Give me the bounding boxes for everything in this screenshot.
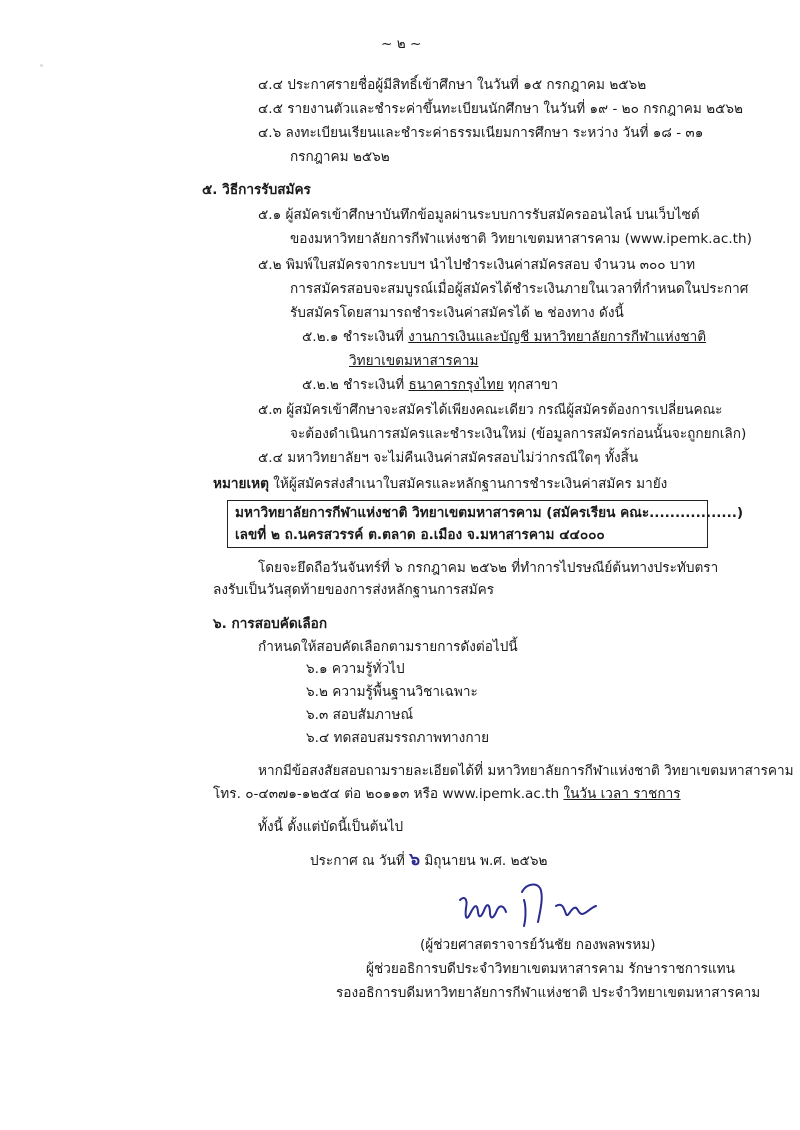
contact-line-2: [213, 784, 681, 804]
note-text: ให้ผู้สมัครส่งสำเนาใบสมัครและหลักฐานการชำระเงินค่าสมัคร มายัง: [273, 476, 668, 492]
bank-name: ธนาคารกรุงไทย: [408, 377, 504, 393]
item-5-2-1-cont: วิทยาเขตมหาสารคาม: [349, 353, 479, 369]
address-line-1: มหาวิทยาลัยการกีฬาแห่งชาติ วิทยาเขตมหาสารคาม (สมัครเรียน คณะ.................): [235, 505, 744, 521]
address-box: [227, 500, 744, 548]
announce-suffix: มิถุนายน พ.ศ. ๒๕๖๒: [424, 853, 548, 869]
office-hours: ในวัน เวลา ราชการ: [563, 786, 681, 802]
item-5-4: ๕.๔ มหาวิทยาลัยฯ จะไม่คืนเงินค่าสมัครสอบไม่ว่ากรณีใดๆ ทั้งสิ้น: [258, 450, 639, 466]
item-5-2-1-prefix: ๕.๒.๑ ชำระเงินที่: [302, 329, 404, 345]
item-6-1: ๖.๑ ความรู้ทั่วไป: [306, 661, 405, 677]
note: [213, 474, 667, 494]
section-6-title: ๖. การสอบคัดเลือก: [213, 616, 328, 632]
item-5-2-2: [302, 375, 558, 395]
item-5-1-cont: ของมหาวิทยาลัยการกีฬาแห่งชาติ วิทยาเขตมหาสารคาม (www.ipemk.ac.th): [290, 231, 752, 247]
item-5-2-cont2: รับสมัครโดยสามารถชำระเงินค่าสมัครได้ ๒ ช่องทาง ดังนี้: [290, 305, 624, 321]
contact-phone-web: โทร. ๐-๔๓๗๑-๑๒๕๔ ต่อ ๒๐๑๑๓ หรือ www.ipemk.ac.th: [213, 786, 560, 802]
signer-title-2: รองอธิการบดีมหาวิทยาลัยการกีฬาแห่งชาติ ประจำวิทยาเขตมหาสารคาม: [336, 985, 761, 1001]
item-6-3: ๖.๓ สอบสัมภาษณ์: [306, 707, 414, 723]
item-6-2: ๖.๒ ความรู้พื้นฐานวิชาเฉพาะ: [306, 684, 478, 700]
item-5-2-cont1: การสมัครสอบจะสมบูรณ์เมื่อผู้สมัครได้ชำระเงินภายในเวลาที่กำหนดในประกาศ: [290, 281, 749, 297]
item-4-6-cont: กรกฎาคม ๒๕๖๒: [290, 149, 390, 165]
signer-name: (ผู้ช่วยศาสตราจารย์วันชัย กองพลพรหม): [420, 937, 656, 953]
announce-prefix: ประกาศ ณ วันที่: [310, 853, 405, 869]
item-5-3: ๕.๓ ผู้สมัครเข้าศึกษาจะสมัครได้เพียงคณะเดียว กรณีผู้สมัครต้องการเปลี่ยนคณะ: [258, 402, 723, 418]
scan-speck: [40, 64, 43, 67]
note-label: หมายเหตุ: [213, 476, 269, 492]
postmark-line-1: โดยจะยึดถือวันจันทร์ที่ ๖ กรกฎาคม ๒๕๖๒ ที่ทำการไปรษณีย์ต้นทางประทับตรา: [258, 560, 719, 576]
section-6-intro: กำหนดให้สอบคัดเลือกตามรายการดังต่อไปนี้: [258, 639, 518, 655]
address-line-2: เลขที่ ๒ ถ.นครสวรรค์ ต.ตลาด อ.เมือง จ.มหาสารคาม ๔๔๐๐๐: [235, 527, 605, 543]
item-5-2-1: [302, 327, 706, 347]
signature: [452, 878, 622, 938]
item-5-1: ๕.๑ ผู้สมัครเข้าศึกษาบันทึกข้อมูลผ่านระบบการรับสมัครออนไลน์ บนเว็บไซต์: [258, 207, 700, 223]
item-4-4: ๔.๔ ประกาศรายชื่อผู้มีสิทธิ์เข้าศึกษา ในวันที่ ๑๕ กรกฎาคม ๒๕๖๒: [258, 77, 647, 93]
item-5-2: ๕.๒ พิมพ์ใบสมัครจากระบบฯ นำไปชำระเงินค่าสมัครสอบ จำนวน ๓๐๐ บาท: [258, 257, 696, 273]
announce-date: [310, 850, 547, 871]
postmark-line-2: ลงรับเป็นวันสุดท้ายของการส่งหลักฐานการสมัคร: [213, 582, 495, 598]
item-5-2-2-suffix: ทุกสาขา: [508, 377, 559, 393]
contact-line-1: หากมีข้อสงสัยสอบถามรายละเอียดได้ที่ มหาวิทยาลัยการกีฬาแห่งชาติ วิทยาเขตมหาสารคาม: [258, 763, 794, 779]
finance-office-link: งานการเงินและบัญชี มหาวิทยาลัยการกีฬาแห่งชาติ: [408, 329, 707, 345]
handwritten-day: ๖: [409, 850, 420, 870]
item-6-4: ๖.๔ ทดสอบสมรรถภาพทางกาย: [306, 730, 490, 746]
page-number: ~ ๒ ~: [381, 36, 422, 52]
effective-line: ทั้งนี้ ตั้งแต่บัดนี้เป็นต้นไป: [258, 819, 404, 835]
item-4-5: ๔.๕ รายงานตัวและชำระค่าขึ้นทะเบียนนักศึกษา ในวันที่ ๑๙ - ๒๐ กรกฎาคม ๒๕๖๒: [258, 101, 743, 117]
section-5-title: ๕. วิธีการรับสมัคร: [202, 182, 311, 198]
item-5-2-2-prefix: ๕.๒.๒ ชำระเงินที่: [302, 377, 405, 393]
signer-title-1: ผู้ช่วยอธิการบดีประจำวิทยาเขตมหาสารคาม รักษาราชการแทน: [366, 961, 735, 977]
item-4-6: ๔.๖ ลงทะเบียนเรียนและชำระค่าธรรมเนียมการศึกษา ระหว่าง วันที่ ๑๘ - ๓๑: [258, 125, 704, 141]
item-5-3-cont: จะต้องดำเนินการสมัครและชำระเงินใหม่ (ข้อมูลการสมัครก่อนนั้นจะถูกยกเลิก): [290, 426, 747, 442]
